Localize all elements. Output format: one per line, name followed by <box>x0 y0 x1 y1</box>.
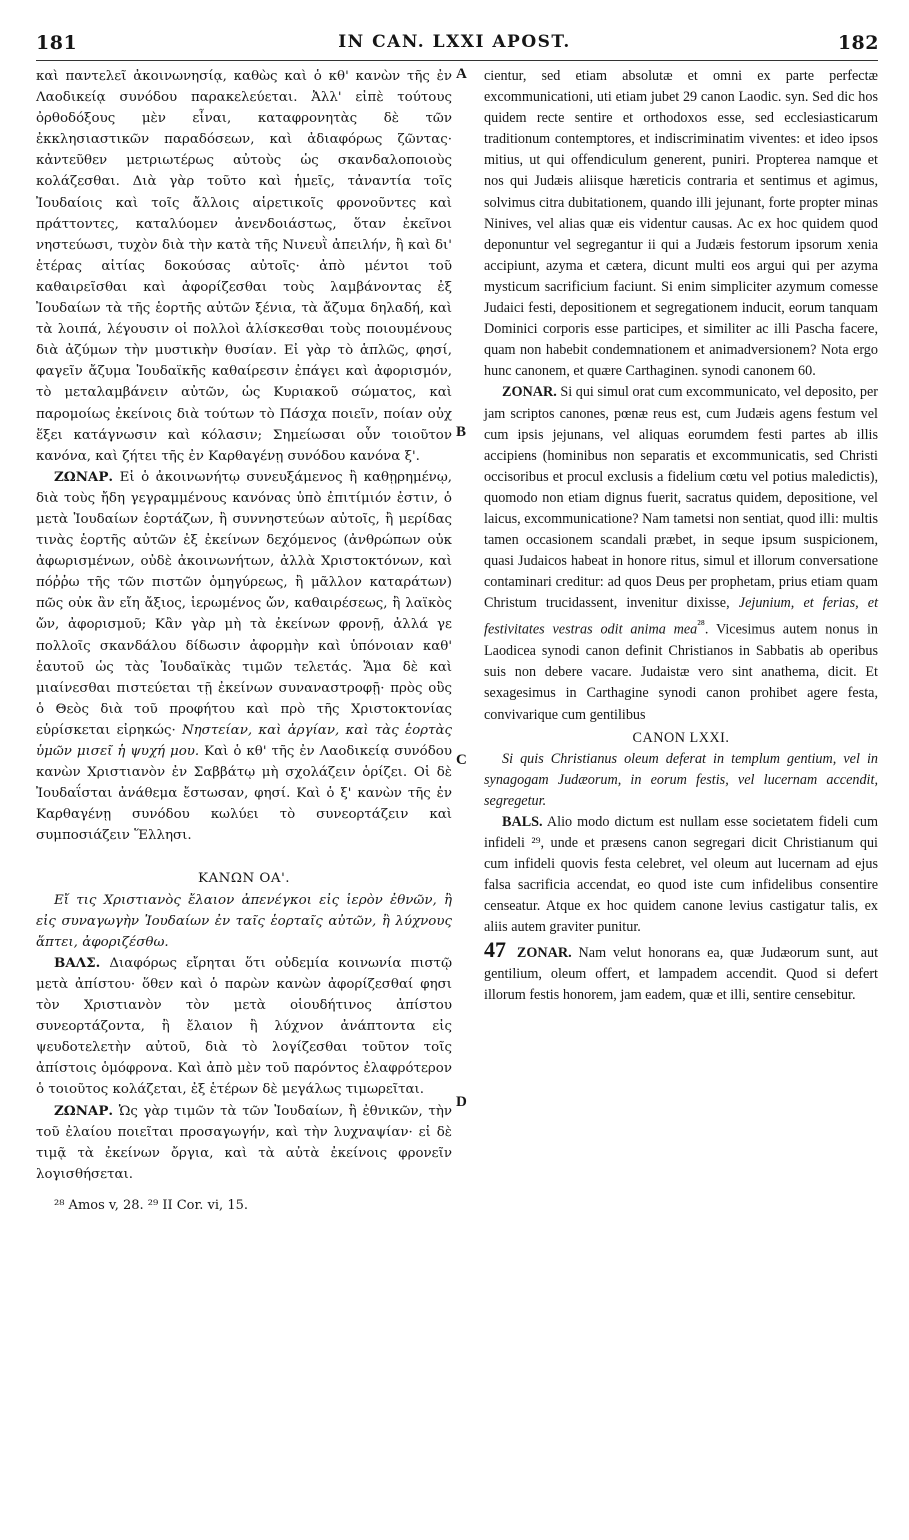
greek-canon-text: Εἴ τις Χριστιανὸς ἔλαιον ἀπενέγκοι εἰς ἱερὸν ἐθνῶν, ἢ εἰς συναγωγὴν Ἰουδαίων ἐν ταῖς ἑορταῖς αὐτῶν, ἢ λύχνους ἅπτει, ἀφοριζέσθω. <box>36 892 452 950</box>
column-number: 47 <box>484 936 506 962</box>
footnotes: ²⁸ Amos v, 28. ²⁹ II Cor. vi, 15. <box>54 1197 248 1213</box>
greek-balsamon-text: Διαφόρως εἴρηται ὅτι οὐδεμία κοινωνία πιστῷ μετὰ ἀπίστου· ὅθεν καὶ ὁ παρὼν κανὼν ἀφορίζεσθαί φησι τὸν Χριστιανὸν τὸν μετὰ οἱουδήτινος ἀπίστου συνεορτάζοντα, ἢ ἔλαιον ἢ λύχνον ἀνάπτοντα εἰς ψευδοτελετὴν αὐτοῦ, διὰ τὸ λογίζεσθαι τοῦτον τοῖς ἀπίστοις ὁμόφρονα. Καὶ ἀπὸ μὲν τοῦ παρόντος ἐλαφρότερον ὁ τοιοῦτος κολάζεται, ἐξ ἑτέρων δὲ μεγάλως τιμωρεῖται. <box>36 955 452 1098</box>
greek-balsamon-label: ΒΑΛΣ. <box>54 954 101 971</box>
margin-letter-b: B <box>456 424 467 440</box>
greek-scripture-quote: Νηστείαν, καὶ ἀργίαν, καὶ τὰς ἑορτὰς ὑμῶν μισεῖ ἡ ψυχή μου. <box>36 722 452 759</box>
greek-zonaras-text: Εἰ ὁ ἀκοινωνήτῳ συνευξάμενος ἢ καθῃρημένῳ, διὰ τοὺς ἤδη γεγραμμένους κανόνας ὑπὸ ἐπιτίμιόν ἐστιν, ὁ μετὰ Ἰουδαίων ἑορτάζων, ἢ συννηστεύων αὐτοῖς, ἢ μερίδας τινὰς ἑορτῆς αὐτῶν ἐξ ἐκείνων δεχόμενος (ἀνθρώπων οὐκ ἀφωρισμένων, οὐδὲ ἀκοινωνήτων, ἀλλὰ Χριστοκτόνων, καὶ πόῤῥω τῆς τῶν πιστῶν ὁμηγύρεως, ἢ μᾶλλον καταράτων) πῶς οὐκ ἂν εἴη ἄξιος, ἱερωμένος ὤν, καθαιρέσεως, ἢ λαϊκὸς ὤν, ἀφορισμοῦ; Κἂν γὰρ μὴ τὰ ἐκείνων φρονῇ, ἀλλά γε πολλοῖς σκανδάλου δίδωσιν ἀφορμὴν καὶ ὑπόνοιαν καθ' ἑαυτοῦ ὡς τὰς Ἰουδαϊκὰς τιμῶν τελετάς. Ἅμα δὲ καὶ μιαίνεσθαι πιστεύεται τῇ ἐκείνων συναναστροφῇ· πρὸς οὓς ὁ Θεὸς διὰ τοῦ προφήτου καὶ πρὸ τῆς Χριστοκτονίας εὑρίσκεται εἰρηκώς· <box>36 469 452 738</box>
greek-canon-title: ΚΑΝΩΝ ΟΑ'. <box>197 871 291 887</box>
latin-zonaras-commentary-2 <box>484 936 879 1006</box>
greek-column <box>36 66 452 1216</box>
running-title: IN CAN. LXXI APOST. <box>338 32 571 52</box>
page-number-right: 182 <box>837 32 879 54</box>
latin-scripture-quote: Jejunium, et ferias, et festivitates vestras odit anima mea <box>484 595 879 639</box>
latin-canon-text: Si quis Christianus oleum deferat in templum gentium, vel in synagogam Judæorum, in eorum festis, vel lucernam accendit, segregetur. <box>484 750 878 809</box>
greek-zonaras-commentary-1 <box>36 467 452 847</box>
margin-letter-a: A <box>456 66 467 82</box>
latin-paragraph-1: cientur, sed etiam absolutæ et omni ex parte perfectæ excommunicationi, uti etiam jubet 29 canon Laodic. syn. Sed dic hos quidem recte sentire et orthodoxos esse, sed ecclesiasticarum traditionum contemptores, et indiscriminatim viventes: et ideo ipsos mitius, ut qui offendiculum generent, puniri. Propterea namque et nos qui Judæis aliisque hæreticis contraria et sentimus et agimus, solvimus citra dubitationem, quando illi jejunant, forte propter minas Ninives, vel alias quæ eis videntur causas. Ac ex hoc quidem quod deponuntur vel segregantur ii qui a Judæis festorum ipsorum xenia accipiunt, azyma et cætera, dicunt multi eos argui qui per azyma mysticum sacrificium faciunt. Si enim simpliciter azymum comesse Judaici festi, depositionem et segregationem inducit, eorum tanquam Dominici corporis esse participes, et similiter ac illi Pascha facere, quam non habebit condemnationem et animadversionem? Nota ergo hunc canonem, et quære Carthaginen. synodi canonem 60. <box>484 68 878 380</box>
page-number-left: 181 <box>36 32 78 54</box>
latin-zonaras-commentary-1 <box>484 382 878 725</box>
latin-zonaras-text-2: Nam velut honorans ea, quæ Judæorum sunt, aut gentilium, oleum offert, et lampadem accendit. Quod si defert illorum festis honorem, jam eadem, quæ et illi, sentire censebitur. <box>484 944 879 1003</box>
latin-zonaras-text-end: . Vicesimus autem nonus in Laodicea synodi canon definit Christianos in Sabbatis ab operibus suis non debere vacare. Judaistæ vero sint anathema, dicit. Et sexagesimus in Carthagine synodi canon prohibet agere festa, convivarique cum gentilibus <box>484 622 878 723</box>
greek-zonaras-text-end: Καὶ ὁ κθ' τῆς ἐν Λαοδικείᾳ συνόδου κανὼν Χριστιανὸν ἐν Σαββάτῳ μὴ σχολάζειν ὁρίζει. Οἱ δὲ Ἰουδαΐσται ἀνάθεμα ἔστωσαν, φησί. Καὶ ὁ ξ' κανὼν τῆς ἐν Καρθαγένῃ συνόδου κωλύει τὸ συνεορτάζειν καὶ συμποσιάζειν Ἕλλησι. <box>36 744 452 844</box>
greek-balsamon-commentary <box>36 953 452 1101</box>
latin-balsamon-label: BALS. <box>502 814 543 831</box>
greek-zonaras-commentary-2 <box>36 1101 452 1185</box>
latin-footnote-ref: ²⁸ <box>697 617 705 632</box>
greek-zonaras-text-2: Ὡς γὰρ τιμῶν τὰ τῶν Ἰουδαίων, ἢ ἐθνικῶν, τὴν τοῦ ἐλαίου ποιεῖται προσαγωγήν, καὶ τὴν λυχναψίαν· εἰ δὲ τιμᾷ τὰ ἐκείνων ὄργια, καὶ τὰ αὐτὰ ἐκείνοις φρονεῖν λογισθήσεται. <box>36 1103 452 1182</box>
latin-zonaras-label: ZONAR. <box>502 384 557 401</box>
margin-letter-c: C <box>456 752 467 768</box>
header-rule <box>36 60 878 61</box>
latin-canon-title: CANON LXXI. <box>632 729 730 746</box>
latin-balsamon-text: Alio modo dictum est nullam esse societatem fideli cum infideli ²⁹, unde et præsens canon segregari dicit Christianum qui cum infideli quovis festa celebret, vel oleum aut lucernam ad ejus falsa sacrificia accendat, eo quod iste cum infidelibus consentire censeatur. Atque ex hoc quidem canone levius castigatur talis, ex aliis autem graviter punitur. <box>484 814 878 936</box>
greek-zonaras-label: ΖΩΝΑΡ. <box>54 468 114 485</box>
latin-balsamon-commentary <box>484 812 878 939</box>
margin-letter-d: D <box>456 1094 467 1110</box>
greek-zonaras-label-2: ΖΩΝΑΡ. <box>54 1102 114 1119</box>
latin-zonaras-text: Si qui simul orat cum excommunicato, vel deposito, per jam scriptos canones, pœnæ reus est, cum Judæis agens festum vel cum ipsis jejunans, vel aliquas eorumdem festi partes ab illis accipiens (hominibus non separatis et excommunicatis, sed Christi occisoribus et procul exclusis a fidelium cœtu vel potius maledictis), quomodo non etiam dignus fuerit, sacratus quidem, depositione, vel laicus, excommunicatione? Nam tametsi non sentiat, quod illi: multis tamen occasionem scandali præbet, in seque ipsum suspicionem, quasi Judaicos habeat in honore ritus, simul et illorum conversatione contaminari creditur: ad quos Deus per prophetam, prius etiam quam Christum trucidassent, invenitur dixisse, <box>484 384 878 612</box>
greek-paragraph-1: καὶ παντελεῖ ἀκοινωνησίᾳ, καθὼς καὶ ὁ κθ' κανὼν τῆς ἐν Λαοδικείᾳ συνόδου παρακελεύεται. Ἀλλ' εἰπὲ τούτους ὀρθοδόξους μὲν εἶναι, καταφρονητὰς δὲ τῶν ἐκκλησιαστικῶν παραδόσεων, καὶ ἀδιαφόρως ζῶντας· κἀντεῦθεν μετριωτέρως αὐτοὺς ὡς σκανδαλοποιοὺς κολάζεσθαι. Διὰ γὰρ τοῦτο καὶ ἡμεῖς, τἀναντία τοῖς Ἰουδαίοις καὶ τοῖς ἄλλοις αἱρετικοῖς φρονοῦντες καὶ πράττοντες, καταλύομεν ἀνενδοιάστως, ὅταν ἐκεῖνοι νηστεύωσι, τυχὸν διὰ τὴν κατὰ τῆς Νινευῒ ἀπειλήν, ἢ καὶ δι' ἑτέρας αἰτίας δοκούσας αὐτοῖς· ἀπὸ μέντοι τοῦ καθαιρεῖσθαι καὶ ἀφορίζεσθαι τοὺς λαμβάνοντας ἐξ Ἰουδαίων τὰ τῆς ἑορτῆς αὐτῶν ξένια, τὰ ἄζυμα δηλαδή, καὶ τὰ λοιπά, λέγουσιν οἱ πολλοὶ ἁλίσκεσθαι τοὺς ποιουμένους διὰ ἀζύμων τὴν μυστικὴν θυσίαν. Εἰ γὰρ τὸ ἁπλῶς, φησί, φαγεῖν ἄζυμα Ἰουδαϊκῆς καθαίρεσιν ἐπάγει καὶ ἀφορισμόν, τὸ μεταλαμβάνειν αὐτῶν, ὡς Κυριακοῦ σώματος, καὶ παρομοίως ἐκείνοις διὰ τούτων τὸ Πάσχα ποιεῖν, ποίαν οὐχ ἕξει κατάγνωσιν καὶ κόλασιν; Σημείωσαι οὖν τοιοῦτον κανόνα, καὶ ζήτει τῆς ἐν Καρθαγένῃ συνόδου κανόνα ξ'. <box>36 69 452 464</box>
latin-zonaras-label-2: ZONAR. <box>516 944 572 961</box>
latin-column <box>484 66 878 1006</box>
